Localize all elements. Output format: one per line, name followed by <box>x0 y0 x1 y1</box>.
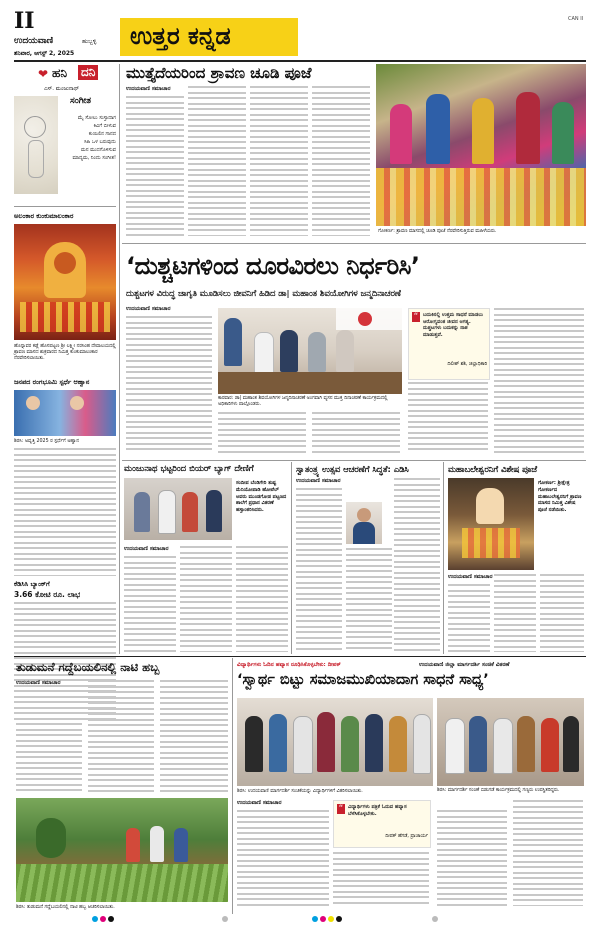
story-lead-photo <box>218 308 402 394</box>
story-lead-quote: ಬದುಕಿನಲ್ಲಿ ಉತ್ತಮ ಸಾಧನೆ ಮಾಡಲು ಆರೋಗ್ಯವಂತ ಜೀವನ ಅಗತ್ಯ. ದುಶ್ಚಟಗಳು ಬದುಕನ್ನು ನಾಶ ಮಾಡುತ್ತವೆ. <box>423 312 483 338</box>
brand-badge <box>14 66 114 82</box>
story-student-headline: ‘ಸ್ವಾರ್ಥ ಬಿಟ್ಟು ಸಮಾಜಮುಖಿಯಾದಾಗ ಸಾಧನೆ ಸಾಧ್ಯ’ <box>237 672 489 688</box>
quote-icon: “ <box>338 804 344 814</box>
story-manjunath-col3 <box>236 546 288 652</box>
deity-caption: ಹೊನ್ನಾವರ ಕಡ್ಲೆ ಹೊಸಪಟ್ಟಣ ಶ್ರೀ ಲಕ್ಷ್ಮೀ ನರಸಿಂಹ ದೇವಾಲಯದಲ್ಲಿ ಶ್ರಾವಣ ಮಾಸದ ಶುಕ್ರವಾರದ ನಿಮಿತ್ತ ಕುಂಕುಮಾಲಂಕಾರ ನೆರವೇರಿಸಲಾಯಿತು. <box>14 344 116 361</box>
story-lead-subheadline: ದುಶ್ಚಟಗಳ ವಿರುದ್ಧ ಜಾಗೃತಿ ಮೂಡಿಸಲು ಜೀವನಿಗೆ ಹಿಡಿದ ಡಾ| ಮಹಾಂತ ಶಿವಯೋಗಿಗಳ ಜನ್ಮದಿನಾಚರಣೆ <box>126 288 401 298</box>
story-student-col4 <box>513 800 583 906</box>
poem-line: ಮನ ಮುದಗೊಳಿಸುವ <box>81 147 116 153</box>
story-main-col2 <box>188 86 246 236</box>
reporter: ಉದಯವಾಣಿ ಸಮಾಚಾರ <box>237 800 282 806</box>
story-manjunath <box>122 462 290 654</box>
story-freedom-col2 <box>346 548 392 652</box>
edition-title: ಉತ್ತರ ಕನ್ನಡ <box>130 22 231 50</box>
story-mahabaleshwar-col2 <box>494 574 536 652</box>
reporter: ಉದಯವಾಣಿ ಸಮಾಚಾರ <box>16 680 61 686</box>
heart-icon: ❤ <box>38 67 49 81</box>
story-tudumane-col2 <box>88 680 154 794</box>
story-student-col2 <box>333 852 429 906</box>
story-main-col4 <box>312 86 370 236</box>
story-mahabaleshwar-side: ಗೋಕರ್ಣ: ಶ್ರೀಕ್ಷೇತ್ರ ಗೋಕರ್ಣದ ಮಹಾಬಲೇಶ್ವರನಿಗೆ ಶ್ರಾವಣ ಮಾಸದ ನಿಮಿತ್ತ ವಿಶೇಷ ಪೂಜೆ ನಡೆಯಿತು. <box>538 480 582 514</box>
poem-box <box>14 96 116 198</box>
story-lead-caption: ಕಾರವಾರ: ಡಾ| ಮಹಾಂತ ಶಿವಯೋಗಿಗಳ ಜನ್ಮದಿನಾಚರಣೆ ಅಂಗವಾಗಿ ವ್ಯಸನ ಮುಕ್ತ ದಿನಾಚರಣೆ ಕಾರ್ಯಕ್ರಮದಲ್ಲಿ ಅಧಿಕಾರಿಗಳು ಪಾಲ್ಗೊಂಡರು. <box>218 396 388 407</box>
deity-photo <box>14 224 116 340</box>
story2-title-1: ಕೆಡಿಸಿಸಿ ಬ್ಯಾಂಕ್‌ಗೆ <box>14 580 50 588</box>
poem-lines <box>60 114 116 162</box>
story1-caption: ಶಿರಸಿ: ಅವೃತ್ತಿ 2025 ರ ಸ್ಪರ್ಧೆಗೆ ಅಹ್ವಾನ <box>14 439 79 444</box>
story-tudumane <box>14 658 230 914</box>
author-name: ಎಸ್. ಮಂಜುನಾಥ್ <box>44 86 80 92</box>
story-main-headline: ಮುತ್ತೈದೆಯರಿಂದ ಶ್ರಾವಣ ಚೂಡಿ ಪೂಜೆ <box>126 64 312 82</box>
story-lead-col4 <box>408 382 488 454</box>
reporter: ಉದಯವಾಣಿ ಸಮಾಚಾರ <box>296 478 341 484</box>
story-manjunath-headline: ಮಂಜುನಾಥ ಭಟ್ಟರಿಂದ ಬಿಯರ್ ಬ್ಯಾಗ್ ದೇಣಿಗೆ <box>124 464 254 474</box>
deity-heading: ಅಲಂಕಾರ ಕುಂಕುಮಾಲಂಕಾರ <box>14 212 74 220</box>
story-student-quote-author: ದೀಪಕ್ ಹೆಗಡೆ, ಪ್ರಾಚಾರ್ಯ <box>385 834 428 839</box>
brand-dani: ದನಿ <box>78 65 98 80</box>
poem-title: ಸಂಗೀತ <box>70 96 92 106</box>
story-main-col3 <box>250 86 308 236</box>
story-tudumane-photo <box>16 798 228 902</box>
reporter: ಉದಯವಾಣಿ ಸಮಾಚಾರ <box>126 306 171 312</box>
poem-illustration <box>14 96 58 194</box>
story-student-quote-box <box>333 800 431 848</box>
story-freedom-col3 <box>394 478 440 652</box>
reporter: ಉದಯವಾಣಿ ಸಮಾಚಾರ <box>448 574 493 580</box>
story-manjunath-side: ಸಂದೀಪ ಬೆಂಡಿಗೇರಿ ತುಷ್ಟ ಮೆನಿಯೋಪಾಡಿ ಹೋಟೆಲ್ ಅವರು ಮುಂಡಗೋಡ ಪಟ್ಟಣದ ಶಾಲೆಗೆ ಪ್ರಧಾನ ವಿತರಣೆ ಹಸ್ತಾಂತರಿಸಿದರು. <box>236 480 287 514</box>
story-student-caption1: ಶಿರಸಿ: ಉದಯವಾಣಿ ಮಾರ್ಗದರ್ಶಿ ಸಂಚಿಕೆಯನ್ನು ವಿದ್ಯಾರ್ಥಿಗಳಿಗೆ ವಿತರಿಸಲಾಯಿತು. <box>237 789 363 794</box>
story2-title-2: 3.66 ಕೋಟಿ ರೂ. ಲಾಭ <box>14 590 81 599</box>
story-mahabaleshwar-headline: ಮಹಾಬಲೇಶ್ವರನಿಗೆ ವಿಶೇಷ ಪೂಜೆ <box>448 464 538 474</box>
story1-body <box>14 448 116 576</box>
page-date: ಶನಿವಾರ, ಆಗಸ್ಟ್ 2, 2025 <box>14 50 75 57</box>
story-tudumane-caption: ಶಿರಸಿ: ತುಡುಮನೆ ಗದ್ದೆಬಯಲಿನಲ್ಲಿ ನಾಟಿ ಹಬ್ಬ ಆಚರಿಸಲಾಯಿತು. <box>16 905 115 910</box>
story-lead-col5 <box>494 308 584 454</box>
story-freedom <box>294 462 442 654</box>
story-mahabaleshwar-photo <box>448 478 534 570</box>
story-student-col1 <box>237 810 329 906</box>
reporter: ಉದಯವಾಣಿ ಸಮಾಚಾರ <box>126 86 171 92</box>
story1-photo <box>14 390 116 436</box>
story-manjunath-photo <box>124 478 232 540</box>
poem-line: ಕಿವಿಗೆ ಬೀಳುವ <box>93 123 116 129</box>
story-tudumane-headline: ತುಡುಮನೆ ಗದ್ದೆಬಯಲಿನಲ್ಲಿ ನಾಟಿ ಹಬ್ಬ <box>16 660 160 674</box>
story-lead-quote-author: ದಿಲೀಶ್ ಶಶಿ, ಜಿಲ್ಲಾಧಿಕಾರಿ <box>447 362 487 367</box>
story-manjunath-col1 <box>124 556 176 652</box>
poem-line: ಸಿಹಿ ಒಳ ಬರುವುದು <box>84 139 116 145</box>
story-freedom-col1 <box>296 488 342 652</box>
story-student-quote: ವಿದ್ಯಾರ್ಥಿಗಳು ಪತ್ರಿಕೆ ಓದುವ ಹವ್ಯಾಸ ಬೆಳೆಸಿಕೊಳ್ಳಬೇಕು. <box>348 804 407 817</box>
story-main <box>122 64 586 240</box>
story-mahabaleshwar-col3 <box>540 574 584 652</box>
poem-line: ಮಾದ್ಯಮ, ನಿಂದು ಸಂಗೀತ! <box>72 155 116 161</box>
brand-ha: ಹನಿ <box>52 66 67 80</box>
story-lead-col3 <box>312 412 400 454</box>
story-lead-quote-box <box>408 308 490 380</box>
story1-title: ಜನಪದ ರಂಗಭೂಮಿ ಸ್ಪರ್ಧೆ ಆಹ್ವಾನ <box>14 378 90 386</box>
story-mahabaleshwar <box>446 462 586 654</box>
story-main-caption: ಗೋಕರ್ಣ: ಶ್ರಾವಣ ಮಾಸದಲ್ಲಿ ಚೂಡಿ ಪೂಜೆ ನೆರವೇರಿಸುತ್ತಿರುವ ಮಹಿಳೆಯರು. <box>378 229 497 234</box>
story-student-kicker: ವಿದ್ಯಾರ್ಥಿಗಳು ಓದಿನ ಹವ್ಯಾಸ ರೂಢಿಸಿಕೊಳ್ಳಬೇಕು: ದೀಪಕ್ <box>237 662 341 668</box>
story-tudumane-col1 <box>16 690 82 794</box>
story-student-caption2: ಶಿರಸಿ: ಮಾರ್ಗದರ್ಶಿ ಸಂಚಿಕೆ ಬಿಡುಗಡೆ ಕಾರ್ಯಕ್ರಮದಲ್ಲಿ ಗಣ್ಯರು ಉಪಸ್ಥಿತರಿದ್ದರು. <box>437 788 560 793</box>
story-student-photo2 <box>437 698 584 786</box>
story-main-photo <box>376 64 586 226</box>
story-lead-col2 <box>218 412 306 454</box>
registration-marks <box>92 916 512 924</box>
paper-name: ಉದಯವಾಣಿ <box>14 36 54 46</box>
quote-icon: “ <box>413 312 419 322</box>
story-tudumane-col3 <box>160 680 228 794</box>
story-student <box>235 658 586 914</box>
story-freedom-headline: ಸ್ವಾತಂತ್ರ್ಯ ಉತ್ಸವ ಆಚರಣೆಗೆ ಸಿದ್ಧತೆ: ಎಡಿಸಿ <box>296 464 409 474</box>
poem-line: ಕುಯಿಲಿನ ಗಾನದ <box>88 131 116 137</box>
story-mahabaleshwar-col1 <box>448 584 490 652</box>
story-student-col3 <box>437 810 507 906</box>
masthead <box>0 0 600 62</box>
page-number: II <box>14 8 35 34</box>
paper-suffix: ಹುಬ್ಬಳ್ಳಿ <box>82 38 97 45</box>
story-lead-headline: ‘ದುಶ್ಚಟಗಳಿಂದ ದೂರವಿರಲು ನಿರ್ಧರಿಸಿ’ <box>126 252 420 280</box>
story-student-photo1 <box>237 698 433 786</box>
reporter: ಉದಯವಾಣಿ ಸಮಾಚಾರ <box>124 546 169 552</box>
poem-line: ಮೈ ಸೋಲು ಸುಸ್ತಾದಾಗ <box>77 115 116 121</box>
story-student-kicker-side: ಉದಯವಾಣಿ ಜಿಲ್ಲಾ ಮಾರ್ಗದರ್ಶಿ ಸಂಚಿಕೆ ವಿತರಣೆ <box>419 662 510 668</box>
page-code: CAN II <box>568 16 584 22</box>
story-freedom-portrait <box>346 502 382 544</box>
story-main-col1 <box>126 96 184 236</box>
story-lead <box>122 246 586 458</box>
story-manjunath-col2 <box>180 546 232 652</box>
story-lead-col1 <box>126 316 212 452</box>
